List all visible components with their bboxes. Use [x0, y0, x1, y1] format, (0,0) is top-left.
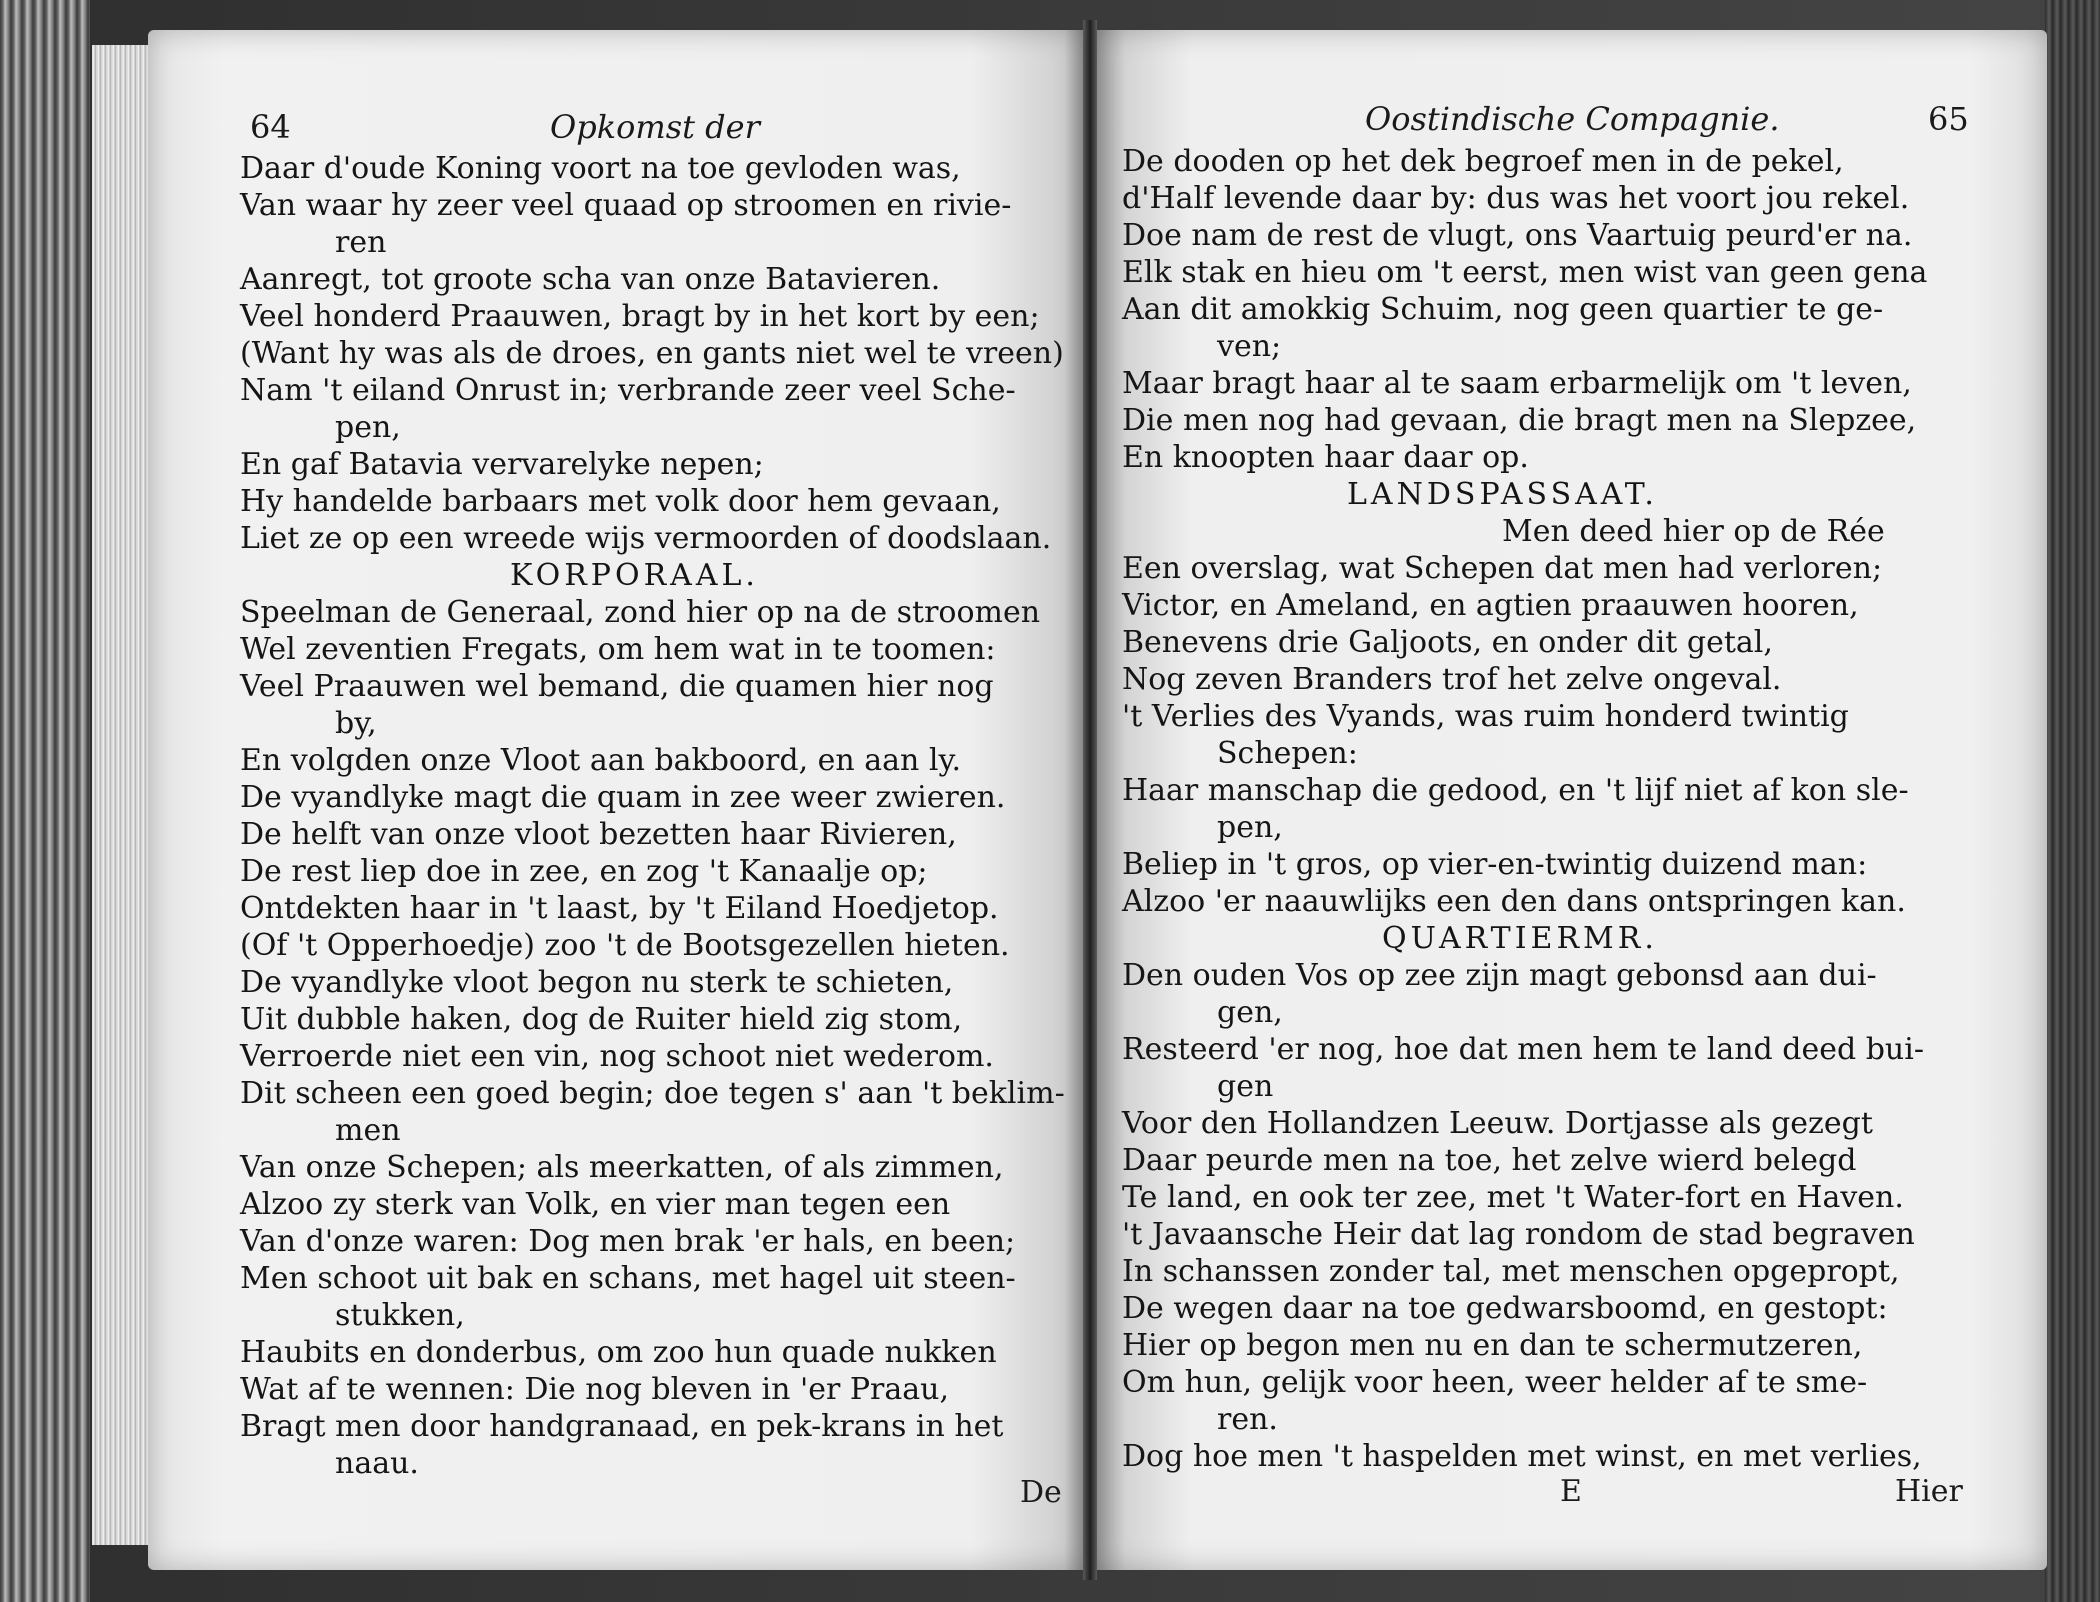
text-line: LANDSPASSAAT. [1347, 477, 1658, 512]
text-line: Te land, en ook ter zee, met 't Water-fort en Haven. [1122, 1180, 1904, 1215]
text-line: Veel honderd Praauwen, bragt by in het kort by een; [240, 299, 1040, 334]
text-line: Hier op begon men nu en dan te schermutzeren, [1122, 1328, 1863, 1363]
text-line: En gaf Batavia vervarelyke nepen; [240, 447, 764, 482]
left-page-text [240, 150, 1065, 1482]
text-line: De wegen daar na toe gedwarsboomd, en gestopt: [1122, 1291, 1888, 1326]
left-page-number: 64 [250, 108, 291, 146]
text-line: Van d'onze waren: Dog men brak 'er hals, en been; [240, 1224, 1016, 1259]
right-catchword: Hier [1895, 1474, 1963, 1509]
text-line: pen, [1217, 810, 1283, 845]
text-line: De rest liep doe in zee, en zog 't Kanaalje op; [240, 854, 928, 889]
text-line: (Want hy was als de droes, en gants niet wel te vreen) [240, 336, 1064, 371]
text-line: Schepen: [1217, 736, 1358, 771]
text-line: Haar manschap die gedood, en 't lijf niet af kon sle- [1122, 773, 1909, 808]
text-line: Den ouden Vos op zee zijn magt gebonsd aan dui- [1122, 958, 1877, 993]
text-line: Victor, en Ameland, en agtien praauwen hooren, [1122, 588, 1859, 623]
text-line: Bragt men door handgranaad, en pek-krans in het [240, 1409, 1004, 1444]
text-line: In schanssen zonder tal, met menschen opgepropt, [1122, 1254, 1900, 1289]
text-line: Men deed hier op de Rée [1502, 514, 1885, 549]
left-catchword: De [1020, 1475, 1062, 1510]
text-line: ren [335, 225, 387, 260]
text-line: ven; [1217, 329, 1282, 364]
text-line: Wel zeventien Fregats, om hem wat in te toomen: [240, 632, 996, 667]
text-line: De vyandlyke magt die quam in zee weer zwieren. [240, 780, 1006, 815]
text-line: 't Verlies des Vyands, was ruim honderd twintig [1122, 699, 1849, 734]
text-line: Daar d'oude Koning voort na toe gevloden was, [240, 151, 961, 186]
text-line: Wat af te wennen: Die nog bleven in 'er Praau, [240, 1372, 950, 1407]
text-line: Resteerd 'er nog, hoe dat men hem te land deed bui- [1122, 1032, 1924, 1067]
text-line: Elk stak en hieu om 't eerst, men wist van geen gena [1122, 255, 1928, 290]
text-line: Haubits en donderbus, om zoo hun quade nukken [240, 1335, 997, 1370]
text-line: KORPORAAL. [510, 558, 759, 593]
text-line: 't Javaansche Heir dat lag rondom de stad begraven [1122, 1217, 1915, 1252]
text-line: Speelman de Generaal, zond hier op na de stroomen [240, 595, 1041, 630]
text-line: Nam 't eiland Onrust in; verbrande zeer veel Sche- [240, 373, 1016, 408]
text-line: (Of 't Opperhoedje) zoo 't de Bootsgezellen hieten. [240, 928, 1010, 963]
text-line: Benevens drie Galjoots, en onder dit getal, [1122, 625, 1773, 660]
text-line: naau. [335, 1446, 419, 1481]
text-line: Hy handelde barbaars met volk door hem gevaan, [240, 484, 1001, 519]
book-cover-edge-left [0, 0, 90, 1602]
right-signature: E [1560, 1474, 1582, 1509]
text-line: gen [1217, 1069, 1274, 1104]
text-line: Daar peurde men na toe, het zelve wierd belegd [1122, 1143, 1857, 1178]
right-page-number: 65 [1928, 100, 1969, 138]
text-line: Veel Praauwen wel bemand, die quamen hier nog [240, 669, 994, 704]
text-line: Uit dubble haken, dog de Ruiter hield zig stom, [240, 1002, 963, 1037]
text-line: Die men nog had gevaan, die bragt men na Slepzee, [1122, 403, 1917, 438]
text-line: Aan dit amokkig Schuim, nog geen quartier te ge- [1122, 292, 1884, 327]
text-line: QUARTIERMR. [1382, 921, 1658, 956]
text-line: De helft van onze vloot bezetten haar Rivieren, [240, 817, 957, 852]
text-line: Dog hoe men 't haspelden met winst, en met verlies, [1122, 1439, 1922, 1474]
text-line: ren. [1217, 1402, 1278, 1437]
text-line: Van onze Schepen; als meerkatten, of als zimmen, [240, 1150, 1004, 1185]
text-line: by, [335, 706, 377, 741]
text-line: Dit scheen een goed begin; doe tegen s' aan 't beklim- [240, 1076, 1065, 1111]
text-line: Een overslag, wat Schepen dat men had verloren; [1122, 551, 1883, 586]
book-gutter [1083, 20, 1097, 1580]
left-running-head: Opkomst der [550, 108, 760, 146]
right-page-text [1122, 143, 1927, 1475]
text-line: Alzoo 'er naauwlijks een den dans ontspringen kan. [1122, 884, 1906, 919]
text-line: Men schoot uit bak en schans, met hagel uit steen- [240, 1261, 1016, 1296]
text-line: d'Half levende daar by: dus was het voort jou rekel. [1122, 181, 1910, 216]
text-line: Aanregt, tot groote scha van onze Batavieren. [240, 262, 941, 297]
page-edges-left [92, 45, 148, 1545]
text-line: De vyandlyke vloot begon nu sterk te schieten, [240, 965, 954, 1000]
text-line: En volgden onze Vloot aan bakboord, en aan ly. [240, 743, 962, 778]
text-line: Beliep in 't gros, op vier-en-twintig duizend man: [1122, 847, 1868, 882]
text-line: Voor den Hollandzen Leeuw. Dortjasse als gezegt [1122, 1106, 1873, 1141]
text-line: pen, [335, 410, 401, 445]
book-cover-edge-right [2045, 0, 2100, 1602]
text-line: Verroerde niet een vin, nog schoot niet wederom. [240, 1039, 994, 1074]
text-line: Doe nam de rest de vlugt, ons Vaartuig peurd'er na. [1122, 218, 1913, 253]
text-line: Om hun, gelijk voor heen, weer helder af te sme- [1122, 1365, 1868, 1400]
text-line: En knoopten haar daar op. [1122, 440, 1529, 475]
text-line: stukken, [335, 1298, 465, 1333]
text-line: men [335, 1113, 401, 1148]
text-line: Liet ze op een wreede wijs vermoorden of doodslaan. [240, 521, 1052, 556]
text-line: Van waar hy zeer veel quaad op stroomen en rivie- [240, 188, 1012, 223]
text-line: Maar bragt haar al te saam erbarmelijk om 't leven, [1122, 366, 1912, 401]
right-running-head: Oostindische Compagnie. [1365, 100, 1780, 138]
text-line: De dooden op het dek begroef men in de pekel, [1122, 144, 1844, 179]
text-line: gen, [1217, 995, 1283, 1030]
text-line: Nog zeven Branders trof het zelve ongeval. [1122, 662, 1782, 697]
text-line: Ontdekten haar in 't laast, by 't Eiland Hoedjetop. [240, 891, 999, 926]
text-line: Alzoo zy sterk van Volk, en vier man tegen een [240, 1187, 951, 1222]
